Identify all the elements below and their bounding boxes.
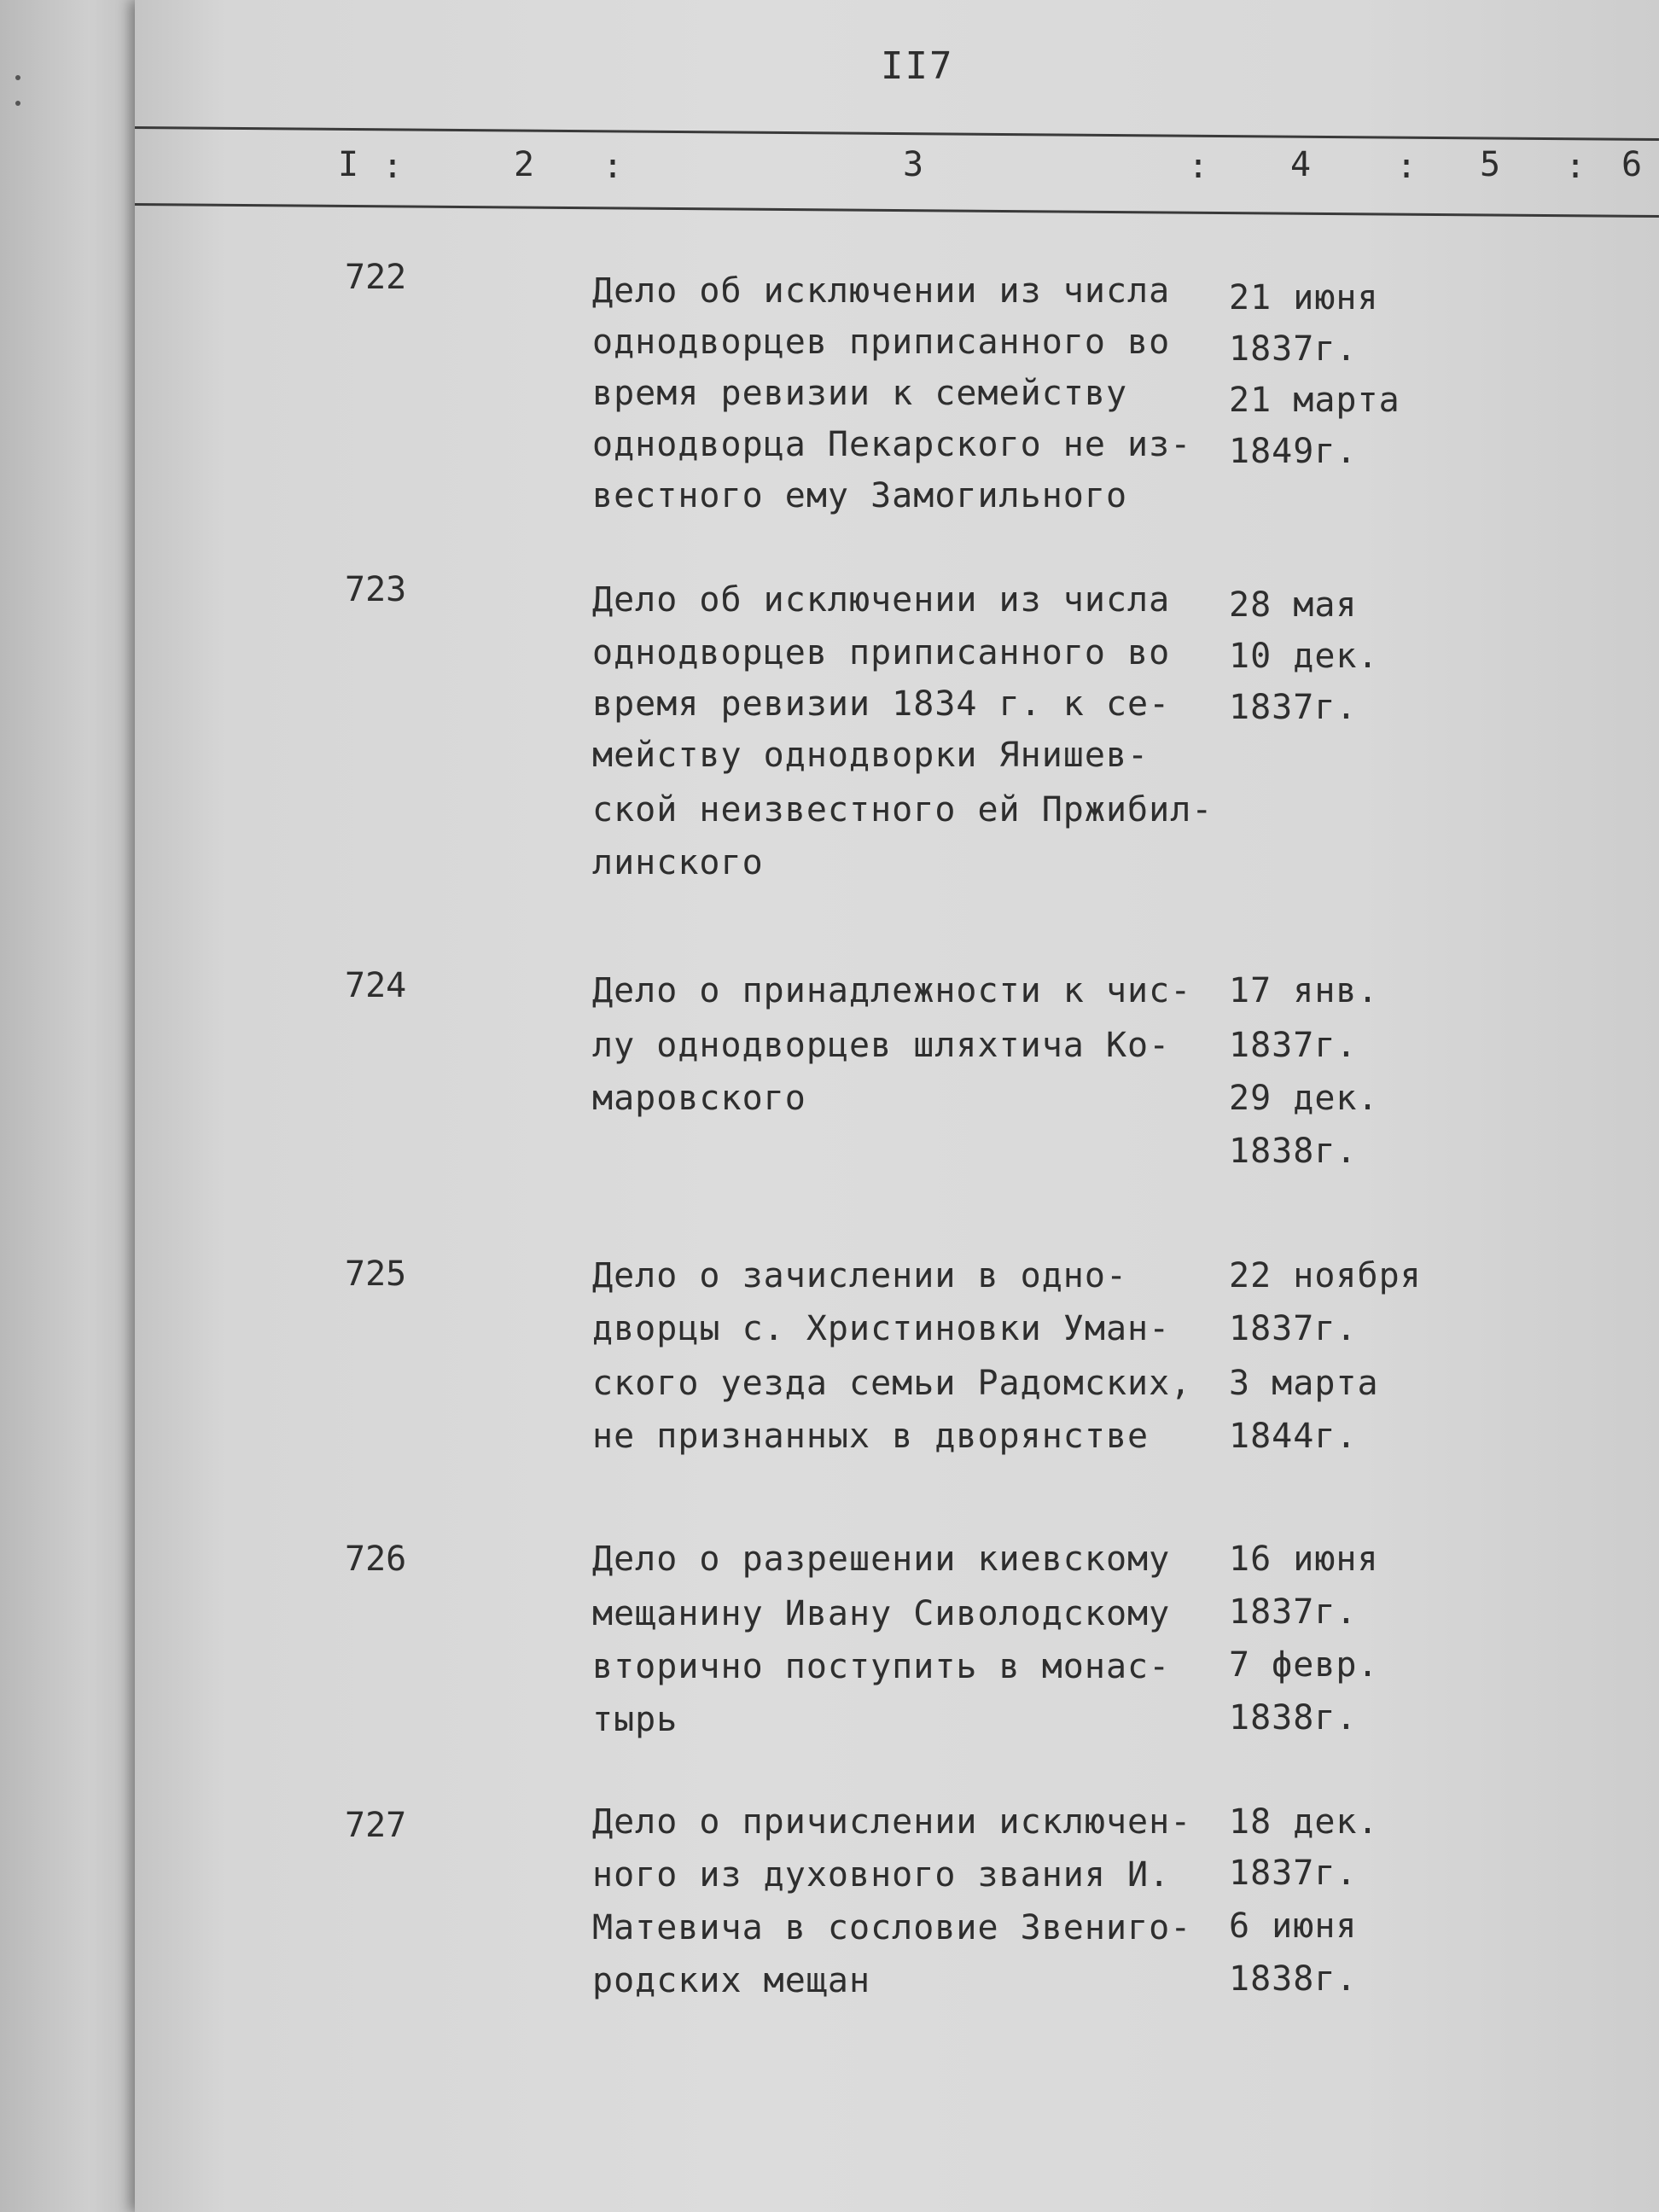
entry-date-line: 16 июня — [1229, 1540, 1379, 1579]
entry-number: 722 — [345, 258, 407, 297]
entry-description-line: не признанных в дворянстве — [592, 1417, 1150, 1456]
entry-number: 726 — [345, 1540, 407, 1579]
entry-description-line: однодворцев приписанного во — [592, 633, 1171, 672]
entry-date-line: 1838г. — [1229, 1132, 1358, 1171]
entry-date-line: 1837г. — [1229, 1592, 1358, 1632]
entry-description-line: время ревизии к семейству — [592, 374, 1128, 413]
column-separator: : — [602, 147, 624, 186]
entry-description-line: линского — [592, 843, 764, 882]
entry-date-line: 7 февр. — [1229, 1645, 1379, 1685]
column-header-5: 5 — [1480, 145, 1501, 184]
entry-date-line: 18 дек. — [1229, 1802, 1379, 1842]
entry-description-line: однодворцев приписанного во — [592, 323, 1171, 362]
entry-date-line: 6 июня — [1229, 1906, 1358, 1946]
column-separator: : — [1396, 147, 1417, 186]
column-separator: : — [1565, 147, 1586, 186]
entry-date-line: 1844г. — [1229, 1417, 1358, 1456]
entry-date-line: 1837г. — [1229, 329, 1358, 369]
entry-date-line: 17 янв. — [1229, 971, 1379, 1010]
entry-number: 727 — [345, 1806, 407, 1845]
entry-date-line: 1837г. — [1229, 688, 1358, 727]
entry-date-line: 1838г. — [1229, 1698, 1358, 1738]
entry-date-line: 21 июня — [1229, 278, 1379, 317]
entry-date-line: 10 дек. — [1229, 637, 1379, 676]
entry-date-line: 1837г. — [1229, 1026, 1358, 1065]
entry-description-line: ского уезда семьи Радомских, — [592, 1364, 1192, 1403]
entry-description-line: лу однодворцев шляхтича Ко- — [592, 1026, 1171, 1065]
entry-description-line: мещанину Ивану Сиволодскому — [592, 1594, 1171, 1633]
column-header-4: 4 — [1290, 145, 1312, 184]
entry-date-line: 28 мая — [1229, 585, 1358, 625]
entry-date-line: 3 марта — [1229, 1364, 1379, 1403]
entry-date-line: 1838г. — [1229, 1959, 1358, 1999]
entry-date-line: 22 ноября — [1229, 1256, 1422, 1295]
entry-description-line: однодворца Пекарского не из- — [592, 425, 1192, 464]
entry-description-line: ного из духовного звания И. — [592, 1855, 1171, 1895]
entry-description-line: Дело об исключении из числа — [592, 580, 1171, 620]
entry-description-line: время ревизии 1834 г. к се- — [592, 684, 1171, 724]
entry-description-line: вестного ему Замогильного — [592, 476, 1128, 515]
entry-description-line: Матевича в сословие Звениго- — [592, 1908, 1192, 1947]
entry-description-line: маровского — [592, 1079, 806, 1118]
entry-description-line: Дело о разрешении киевскому — [592, 1540, 1171, 1579]
column-separator: : — [1188, 147, 1209, 186]
entry-description-line: Дело о принадлежности к чис- — [592, 971, 1192, 1010]
column-header-3: 3 — [903, 145, 924, 184]
entry-description-line: Дело о зачислении в одно- — [592, 1256, 1128, 1295]
entry-date-line: 1849г. — [1229, 432, 1358, 471]
entry-description-line: Дело об исключении из числа — [592, 271, 1171, 311]
entry-number: 723 — [345, 570, 407, 609]
column-header-1: I — [338, 145, 359, 184]
entry-date-line: 1837г. — [1229, 1309, 1358, 1348]
entry-description-line: вторично поступить в монас- — [592, 1647, 1171, 1686]
entry-description-line: дворцы с. Христиновки Уман- — [592, 1309, 1171, 1348]
column-header-2: 2 — [514, 145, 535, 184]
binding-mark — [15, 75, 20, 80]
entry-number: 724 — [345, 966, 407, 1005]
book-binding — [0, 0, 149, 2212]
entry-number: 725 — [345, 1254, 407, 1294]
entry-description-line: Дело о причислении исключен- — [592, 1802, 1192, 1842]
entry-description-line: ской неизвестного ей Пржибил- — [592, 790, 1214, 830]
binding-mark — [15, 101, 20, 106]
entry-date-line: 29 дек. — [1229, 1079, 1379, 1118]
entry-date-line: 1837г. — [1229, 1854, 1358, 1893]
column-separator: : — [382, 147, 404, 186]
column-header-6: 6 — [1621, 145, 1643, 184]
entry-description-line: тырь — [592, 1700, 678, 1739]
entry-description-line: мейству однодворки Янишев- — [592, 736, 1150, 775]
entry-date-line: 21 марта — [1229, 381, 1400, 420]
entry-description-line: родских мещан — [592, 1961, 871, 2000]
page-number: II7 — [881, 44, 954, 88]
